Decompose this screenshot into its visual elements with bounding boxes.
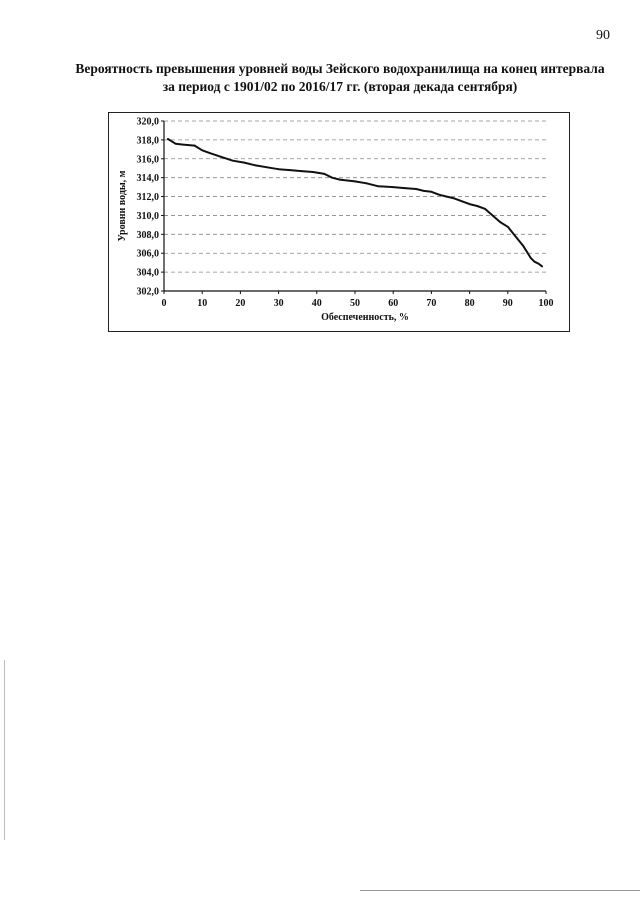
data-point <box>167 138 169 140</box>
data-point <box>182 144 184 146</box>
data-point <box>541 266 543 268</box>
data-point <box>278 168 280 170</box>
y-tick-label: 308,0 <box>136 229 159 241</box>
x-tick-label: 80 <box>464 298 475 309</box>
y-tick-label: 320,0 <box>136 116 159 128</box>
y-tick-label: 302,0 <box>136 286 159 298</box>
data-point <box>461 200 463 202</box>
y-tick-label: 310,0 <box>136 210 159 222</box>
data-point <box>232 160 234 162</box>
line-chart <box>109 113 569 331</box>
y-tick-label: 316,0 <box>136 154 159 166</box>
x-tick-label: 30 <box>273 298 284 309</box>
data-point <box>515 235 517 237</box>
data-point <box>289 169 291 171</box>
page-number: 90 <box>596 28 610 43</box>
data-point <box>346 180 348 182</box>
data-point <box>220 156 222 158</box>
data-point <box>534 261 536 263</box>
y-tick-label: 306,0 <box>136 248 159 260</box>
y-tick-label: 312,0 <box>136 192 159 204</box>
data-point <box>331 177 333 179</box>
data-point <box>404 187 406 189</box>
data-point <box>469 203 471 205</box>
data-point <box>530 257 532 259</box>
data-point <box>339 179 341 181</box>
data-point <box>507 226 509 228</box>
x-tick-label: 50 <box>350 298 360 309</box>
data-point <box>255 164 257 166</box>
scan-artifact-bottom <box>360 890 640 891</box>
data-point <box>423 190 425 192</box>
data-point <box>446 196 448 198</box>
chart-title <box>60 60 620 96</box>
x-axis-title: Обеспеченность, % <box>321 312 409 323</box>
data-point <box>324 173 326 175</box>
x-tick-label: 40 <box>311 298 322 309</box>
data-point <box>377 185 379 187</box>
data-point <box>301 170 303 172</box>
data-point <box>266 166 268 168</box>
data-point <box>243 162 245 164</box>
y-tick-label: 314,0 <box>136 173 159 185</box>
data-point <box>537 263 539 265</box>
x-tick-label: 10 <box>197 298 208 309</box>
x-tick-label: 100 <box>538 298 554 309</box>
data-point <box>392 186 394 188</box>
data-point <box>415 188 417 190</box>
x-tick-label: 60 <box>388 298 399 309</box>
data-point <box>492 215 494 217</box>
x-tick-label: 20 <box>235 298 246 309</box>
y-tick-label: 304,0 <box>136 267 159 279</box>
data-point <box>522 245 524 247</box>
data-point <box>438 194 440 196</box>
data-point <box>453 198 455 200</box>
data-point <box>201 149 203 151</box>
series-line-0 <box>168 139 542 267</box>
y-axis-title: Уровни воды, м <box>117 170 128 242</box>
x-tick-label: 70 <box>426 298 437 309</box>
data-point <box>354 181 356 183</box>
data-point <box>194 145 196 147</box>
x-tick-label: 0 <box>161 298 167 309</box>
data-point <box>499 221 501 223</box>
data-point <box>209 152 211 154</box>
data-point <box>484 208 486 210</box>
chart-title-line-2: за период с 1901/02 по 2016/17 гг. (вторая декада сентября) <box>162 79 518 94</box>
data-point <box>366 182 368 184</box>
data-point <box>431 191 433 193</box>
x-tick-label: 90 <box>502 298 513 309</box>
y-tick-label: 318,0 <box>136 135 159 147</box>
data-point <box>175 143 177 145</box>
data-point <box>312 171 314 173</box>
data-point <box>476 205 478 207</box>
chart-title-line-1: Вероятность превышения уровней воды Зейского водохранилища на конец интервала <box>75 61 605 76</box>
scan-artifact-left <box>4 660 5 840</box>
chart-frame <box>108 112 570 332</box>
